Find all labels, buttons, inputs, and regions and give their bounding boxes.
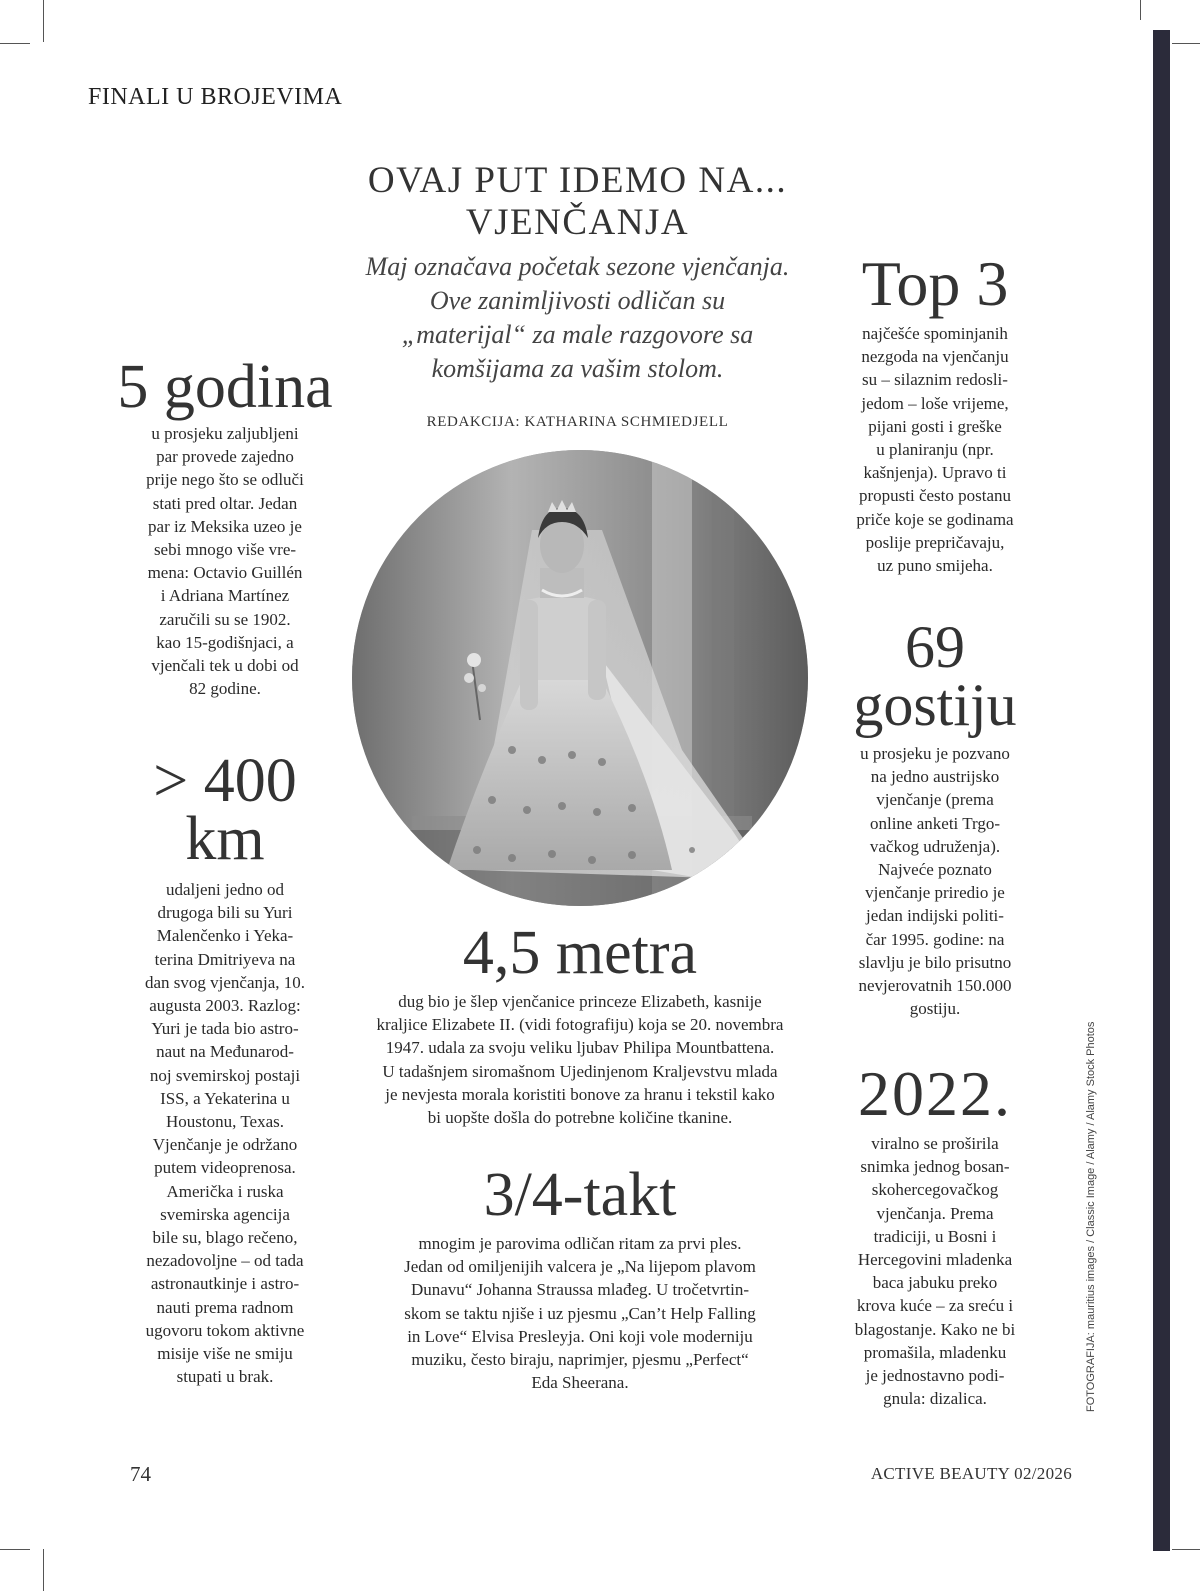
crop-mark bbox=[0, 1549, 30, 1550]
text-line: promašila, mladenku bbox=[863, 1342, 1007, 1362]
text-line: u prosjeku zaljubljeni bbox=[151, 424, 299, 443]
text-line: Hercegovini mladenka bbox=[857, 1250, 1013, 1270]
text-line: snimka jednog bosan- bbox=[860, 1157, 1010, 1177]
text-line: slavlju je bilo prisutno bbox=[858, 952, 1012, 972]
fact-five-years-figure: 5 godina bbox=[117, 353, 333, 421]
text-line: ugovoru tokom aktivne bbox=[145, 1320, 305, 1340]
fact-distance-text bbox=[105, 878, 345, 1388]
intro-line: Maj označava početak sezone vjenčanja. bbox=[365, 252, 790, 281]
text-line: Vjenčanje je održano bbox=[152, 1135, 298, 1155]
intro-deck bbox=[330, 250, 825, 386]
text-line: vjenčanje priredio je bbox=[865, 883, 1005, 903]
text-line: zaručili su se 1902. bbox=[159, 609, 291, 629]
headline-line-1: OVAJ PUT IDEMO NA... bbox=[367, 160, 788, 201]
crop-mark bbox=[1172, 1549, 1200, 1550]
text-line: mnogim je parovima odličan ritam za prvi ples. bbox=[418, 1234, 742, 1253]
headline bbox=[330, 160, 825, 244]
text-line: mena: Octavio Guillén bbox=[147, 563, 303, 583]
text-line: stupati u brak. bbox=[176, 1367, 274, 1387]
text-line: na jedno austrijsko bbox=[870, 767, 1000, 787]
fact-top3-figure: Top 3 bbox=[861, 248, 1009, 319]
text-line: bi uopšte došla do potrebne količine tkanine. bbox=[427, 1108, 733, 1128]
text-line: gnula: dizalica. bbox=[883, 1389, 987, 1409]
text-line: Jedan od omiljenijih valcera je „Na lijepom plavom bbox=[404, 1257, 756, 1277]
text-line: u planiranju (npr. bbox=[876, 440, 994, 460]
crop-mark bbox=[1140, 0, 1141, 20]
text-line: baca jabuku preko bbox=[872, 1273, 998, 1293]
text-line: blagostanje. Kako ne bi bbox=[854, 1319, 1016, 1339]
fact-waltz-figure: 3/4-takt bbox=[483, 1161, 677, 1229]
text-line: Najveće poznato bbox=[878, 860, 992, 880]
text-line: Dunavu“ Johanna Straussa mlađeg. U tročetvrtin- bbox=[410, 1280, 750, 1300]
text-line: viralno se proširila bbox=[871, 1134, 999, 1153]
text-line: putem videoprenosa. bbox=[154, 1158, 296, 1178]
page-number: 74 bbox=[130, 1462, 151, 1486]
text-line: muziku, često biraju, naprimjer, pjesmu „Perfect“ bbox=[411, 1350, 749, 1370]
text-line: sebi mnogo više vre- bbox=[153, 540, 297, 560]
text-line: krova kuće – za sreću i bbox=[856, 1296, 1014, 1316]
wedding-photo bbox=[352, 450, 808, 906]
text-line: augusta 2003. Razlog: bbox=[149, 996, 301, 1016]
figure-line: km bbox=[185, 805, 265, 873]
fact-year-figure: 2022. bbox=[858, 1058, 1012, 1129]
figure-line: > 400 bbox=[153, 747, 297, 815]
crop-mark bbox=[43, 0, 44, 42]
text-line: stati pred oltar. Jedan bbox=[152, 493, 298, 513]
text-line: nezadovoljne – od tada bbox=[146, 1251, 304, 1271]
text-line: U tadašnjem siromašnom Ujedinjenom Kraljevstvu mlada bbox=[382, 1061, 778, 1081]
text-line: drugoga bili su Yuri bbox=[157, 903, 293, 923]
text-line: najčešće spominjanih bbox=[862, 324, 1008, 343]
text-line: bile su, blago rečeno, bbox=[152, 1228, 298, 1248]
text-line: Yuri je tada bio astro- bbox=[151, 1019, 299, 1039]
text-line: nauti prema radnom bbox=[156, 1297, 294, 1317]
byline: REDAKCIJA: KATHARINA SCHMIEDJELL bbox=[426, 414, 729, 430]
intro-line: Ove zanimljivosti odličan su bbox=[429, 286, 726, 315]
text-line: skohercegovačkog bbox=[871, 1180, 999, 1200]
text-line: skom se taktu njiše i uz pjesmu „Can’t Help Falling bbox=[404, 1303, 756, 1323]
text-line: kraljice Elizabete II. (vidi fotografiju) koja se 20. novembra bbox=[376, 1015, 784, 1035]
text-line: par iz Meksika uzeo je bbox=[148, 516, 302, 536]
text-line: nevjerovatnih 150.000 bbox=[858, 976, 1012, 996]
text-line: i Adriana Martínez bbox=[160, 586, 290, 606]
text-line: u prosjeku je pozvano bbox=[860, 744, 1010, 763]
text-line: je nevjesta morala koristiti bonove za hranu i tekstil kako bbox=[385, 1084, 775, 1104]
text-line: jedan indijski politi- bbox=[866, 906, 1004, 926]
text-line: in Love“ Elvisa Presleyja. Oni koji vole moderniju bbox=[407, 1326, 753, 1346]
text-line: vjenčanje (prema bbox=[876, 790, 994, 810]
text-line: online anketi Trgo- bbox=[869, 813, 1001, 833]
fact-guests-figure bbox=[815, 614, 1055, 738]
text-line: udaljeni jedno od bbox=[165, 880, 285, 899]
fact-waltz-text bbox=[345, 1232, 815, 1394]
text-line: Eda Sheerana. bbox=[531, 1373, 629, 1393]
text-line: priče koje se godinama bbox=[856, 509, 1014, 529]
crop-mark bbox=[1172, 43, 1200, 44]
fact-guests-text bbox=[820, 742, 1050, 1020]
text-line: dan svog vjenčanja, 10. bbox=[144, 972, 306, 992]
fact-year-text bbox=[820, 1132, 1050, 1410]
figure-line: gostiju bbox=[853, 672, 1017, 738]
bride-illustration bbox=[352, 450, 808, 906]
fact-five-years-text bbox=[110, 422, 340, 700]
magazine-folio: ACTIVE BEAUTY 02/2026 bbox=[870, 1464, 1072, 1483]
text-line: su – silaznim redosli- bbox=[862, 370, 1008, 390]
text-line: dug bio je šlep vjenčanice princeze Elizabeth, kasnije bbox=[398, 992, 762, 1011]
fact-top3-text bbox=[820, 322, 1050, 577]
text-line: vjenčali tek u dobi od bbox=[151, 656, 299, 676]
text-line: nezgoda na vjenčanju bbox=[861, 347, 1009, 367]
text-line: naut na Međunarod- bbox=[156, 1042, 294, 1062]
crop-mark bbox=[43, 1549, 44, 1591]
text-line: čar 1995. godine: na bbox=[865, 929, 1005, 949]
text-line: ISS, a Yekaterina u bbox=[160, 1088, 290, 1108]
text-line: par provede zajedno bbox=[156, 447, 294, 467]
text-line: tradiciji, u Bosni i bbox=[873, 1226, 997, 1246]
text-line: noj svemirskoj postaji bbox=[149, 1065, 301, 1085]
text-line: vačkog udruženja). bbox=[869, 836, 1001, 856]
intro-line: „materijal“ za male razgovore sa bbox=[401, 320, 754, 349]
page-edge-bar bbox=[1153, 30, 1170, 1551]
text-line: gostiju. bbox=[909, 999, 961, 1019]
text-line: svemirska agencija bbox=[160, 1204, 290, 1224]
text-line: 1947. udala za svoju veliku ljubav Philipa Mountbattena. bbox=[385, 1038, 775, 1058]
figure-line: 69 bbox=[905, 614, 965, 680]
text-line: je jednostavno podi- bbox=[865, 1366, 1005, 1386]
fact-distance-figure bbox=[110, 747, 340, 873]
headline-line-2: VJENČANJA bbox=[465, 202, 690, 243]
text-line: Houstonu, Texas. bbox=[166, 1112, 284, 1132]
text-line: 82 godine. bbox=[189, 679, 261, 699]
text-line: uz puno smijeha. bbox=[877, 556, 993, 576]
text-line: poslije prepričavaju, bbox=[865, 532, 1005, 552]
text-line: Američka i ruska bbox=[166, 1181, 284, 1201]
section-label: FINALI U BROJEVIMA bbox=[88, 84, 343, 110]
text-line: Malenčenko i Yeka- bbox=[156, 926, 294, 946]
text-line: vjenčanja. Prema bbox=[876, 1203, 994, 1223]
text-line: pijani gosti i greške bbox=[868, 416, 1002, 436]
fact-train-text bbox=[330, 990, 830, 1129]
text-line: astronautkinje i astro- bbox=[150, 1274, 300, 1294]
fact-train-figure: 4,5 metra bbox=[462, 919, 698, 987]
intro-line: komšijama za vašim stolom. bbox=[431, 354, 724, 383]
text-line: propusti često postanu bbox=[858, 486, 1012, 506]
text-line: kao 15-godišnjaci, a bbox=[156, 632, 294, 652]
text-line: kašnjenja). Upravo ti bbox=[863, 463, 1007, 483]
text-line: jedom – loše vrijeme, bbox=[861, 393, 1009, 413]
text-line: misije više ne smiju bbox=[157, 1344, 293, 1364]
photo-credit: FOTOGRAFIJA: mauritius images / Classic Image / Alamy / Alamy Stock Photos bbox=[1085, 1021, 1097, 1412]
crop-mark bbox=[0, 43, 30, 44]
text-line: terina Dmitriyeva na bbox=[154, 949, 296, 969]
text-line: prije nego što se odluči bbox=[146, 470, 304, 490]
